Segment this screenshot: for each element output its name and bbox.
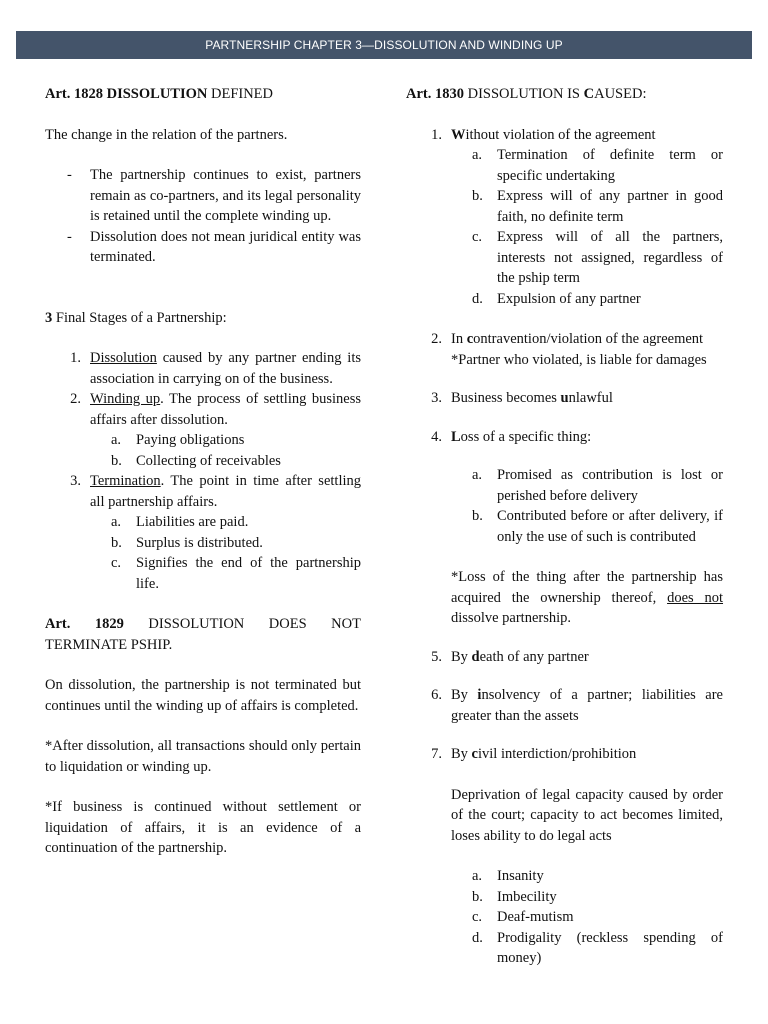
cause-text: By [451, 746, 472, 762]
list-marker: b. [472, 888, 483, 905]
sub-item-text: Expulsion of any partner [497, 290, 641, 307]
list-item-text: The partnership continues to exist, partners remain as co-partners, and its legal personality is retained until the complete winding up. [90, 167, 361, 224]
list-marker: a. [111, 432, 122, 448]
stage-term: Dissolution [90, 350, 157, 366]
list-marker: d. [472, 929, 483, 946]
article-title-rest: DISSOLUTION DOES NOT TERMINATE PSHIP. [45, 616, 361, 653]
mnemonic-letter: d [471, 648, 480, 665]
article-title-rest: DEFINED [207, 86, 274, 102]
sub-item-text: Imbecility [497, 888, 557, 905]
mnemonic-letter: i [477, 687, 482, 703]
list-marker: - [67, 167, 72, 183]
list-marker: c. [111, 555, 122, 571]
list-item-text: Dissolution does not mean juridical entity was terminated. [90, 228, 361, 265]
list-marker: b. [111, 534, 122, 551]
mnemonic-letter: C [583, 86, 595, 102]
stage-item-winding-up [45, 389, 361, 430]
cause-note [406, 567, 723, 629]
sub-item-text: Surplus is distributed. [136, 534, 263, 551]
list-marker: c. [472, 909, 483, 925]
sub-list-item [406, 289, 723, 310]
cause-text: nsolvency of a partner; liabilities are greater than the assets [451, 687, 723, 724]
list-marker: 7. [431, 746, 442, 762]
cause-text: nlawful [568, 390, 613, 406]
cause-item-1 [406, 125, 723, 146]
paragraph: *If business is continued without settlement or liquidation of affairs, it is an evidence of a continuation of the partnership. [45, 799, 361, 856]
list-item [45, 165, 361, 227]
art-1828-heading [45, 84, 361, 105]
sub-list-item [45, 553, 361, 594]
sub-item-text: Paying obligations [136, 432, 245, 448]
stage-item-termination [45, 471, 361, 512]
sub-item-text: Promised as contribution is lost or perished before delivery [497, 467, 723, 504]
article-number: Art. 1830 [406, 86, 464, 102]
cause-text: eath of any partner [479, 648, 589, 665]
sub-list-item [406, 186, 723, 227]
list-marker: a. [111, 514, 122, 530]
list-marker: b. [472, 508, 483, 524]
final-stages-heading [45, 308, 361, 329]
cause-text: By [451, 648, 472, 665]
sub-list-item [406, 928, 723, 969]
cause-item-4 [406, 427, 723, 448]
sub-item-text: Liabilities are paid. [136, 514, 249, 530]
mnemonic-letter: c [466, 331, 474, 347]
sub-list-item [406, 506, 723, 547]
cause-text: ontravention/violation of the agreement [473, 331, 704, 347]
sub-item-text: Contributed before or after delivery, if only the use of such is contributed [497, 508, 723, 545]
cause-text: ithout violation of the agreement [465, 126, 656, 143]
note-emphasis: does not [667, 589, 724, 606]
art-1830-heading [406, 84, 723, 105]
list-marker: 6. [431, 687, 442, 703]
cause-text: ivil interdiction/prohibition [477, 746, 637, 762]
cause-item-6 [406, 685, 723, 726]
list-marker: 4. [431, 428, 442, 445]
article-title-part: AUSED: [594, 86, 647, 102]
sub-item-text: Collecting of receivables [136, 452, 281, 469]
sub-item-text: Express will of all the partners, interests not assigned, regardless of the pship term [497, 229, 723, 286]
cause-item-3 [406, 388, 723, 409]
list-marker: 1. [431, 126, 442, 143]
list-marker: c. [472, 229, 483, 245]
article-title-part: DISSOLUTION IS [464, 86, 584, 102]
sub-list-item [45, 533, 361, 554]
mnemonic-letter: c [471, 746, 478, 762]
note-text: dissolve partnership. [451, 610, 572, 626]
note-text: *Loss of the thing after the partnership has acquired the ownership thereof, [451, 569, 723, 606]
stages-count: 3 [45, 309, 53, 326]
sub-list-item [45, 430, 361, 451]
art-1829-heading [45, 614, 361, 655]
cause-note: Deprivation of legal capacity caused by order of the court; capacity to act becomes limited, loses ability to do legal acts [451, 786, 723, 844]
sub-item-text: Termination of definite term or specific undertaking [497, 147, 723, 184]
sub-item-text: Deaf-mutism [497, 909, 574, 925]
list-marker: b. [111, 452, 122, 469]
stage-description: . The process of settling business affairs after dissolution. [90, 391, 361, 428]
list-marker: 3. [431, 390, 442, 406]
list-marker: 5. [431, 648, 442, 665]
mnemonic-letter: u [560, 390, 569, 406]
stage-description: caused by any partner ending its association in carrying on of the business. [90, 350, 361, 387]
sub-list-item [406, 227, 723, 289]
chapter-title: PARTNERSHIP CHAPTER 3—DISSOLUTION AND WINDING UP [205, 38, 563, 52]
right-column [406, 84, 723, 969]
left-column [45, 84, 361, 859]
list-marker: 2. [431, 331, 442, 347]
cause-item-2 [406, 329, 723, 350]
cause-item-7 [406, 744, 723, 765]
sub-list-item [406, 866, 723, 887]
cause-note: *Partner who violated, is liable for damages [451, 351, 707, 368]
stage-item-dissolution [45, 348, 361, 389]
sub-item-text: Signifies the end of the partnership life. [136, 555, 361, 592]
stage-term: Termination [90, 473, 161, 489]
sub-list-item [406, 145, 723, 186]
cause-text: In [451, 331, 467, 347]
list-item [45, 227, 361, 268]
article-number: Art. 1829 [45, 616, 124, 632]
sub-item-text: Express will of any partner in good faith, no definite term [497, 188, 723, 225]
list-marker: b. [472, 188, 483, 204]
list-marker: a. [472, 147, 483, 163]
chapter-header-banner [16, 31, 752, 59]
list-marker: 3. [70, 473, 81, 489]
article-number: Art. 1828 [45, 86, 103, 102]
mnemonic-letter: W [451, 126, 466, 143]
sub-item-text: Prodigality (reckless spending of money) [497, 929, 723, 966]
stage-description: . The point in time after settling all partnership affairs. [90, 473, 361, 510]
sub-list-item [45, 512, 361, 533]
list-marker: - [67, 228, 72, 245]
list-marker: a. [472, 868, 483, 884]
cause-text: By [451, 687, 478, 703]
stage-term: Winding up [90, 391, 161, 407]
dissolution-definition: The change in the relation of the partners. [45, 126, 288, 143]
cause-text: Business becomes [451, 390, 561, 406]
sub-list-item [406, 465, 723, 506]
paragraph: *After dissolution, all transactions should only pertain to liquidation or winding up. [45, 738, 361, 775]
sub-list-item [406, 907, 723, 928]
paragraph: On dissolution, the partnership is not terminated but continues until the winding up of affairs is completed. [45, 677, 361, 714]
article-keyword: DISSOLUTION [106, 86, 208, 102]
list-marker: a. [472, 467, 483, 483]
sub-list-item [45, 451, 361, 472]
mnemonic-letter: L [451, 428, 461, 445]
sub-list-item [406, 887, 723, 908]
list-marker: 2. [70, 391, 81, 407]
cause-text: oss of a specific thing: [460, 428, 592, 445]
stages-heading-text: Final Stages of a Partnership: [52, 309, 227, 326]
list-marker: 1. [70, 350, 81, 366]
sub-item-text: Insanity [497, 868, 544, 884]
list-marker: d. [472, 290, 483, 307]
cause-item-5 [406, 647, 723, 668]
